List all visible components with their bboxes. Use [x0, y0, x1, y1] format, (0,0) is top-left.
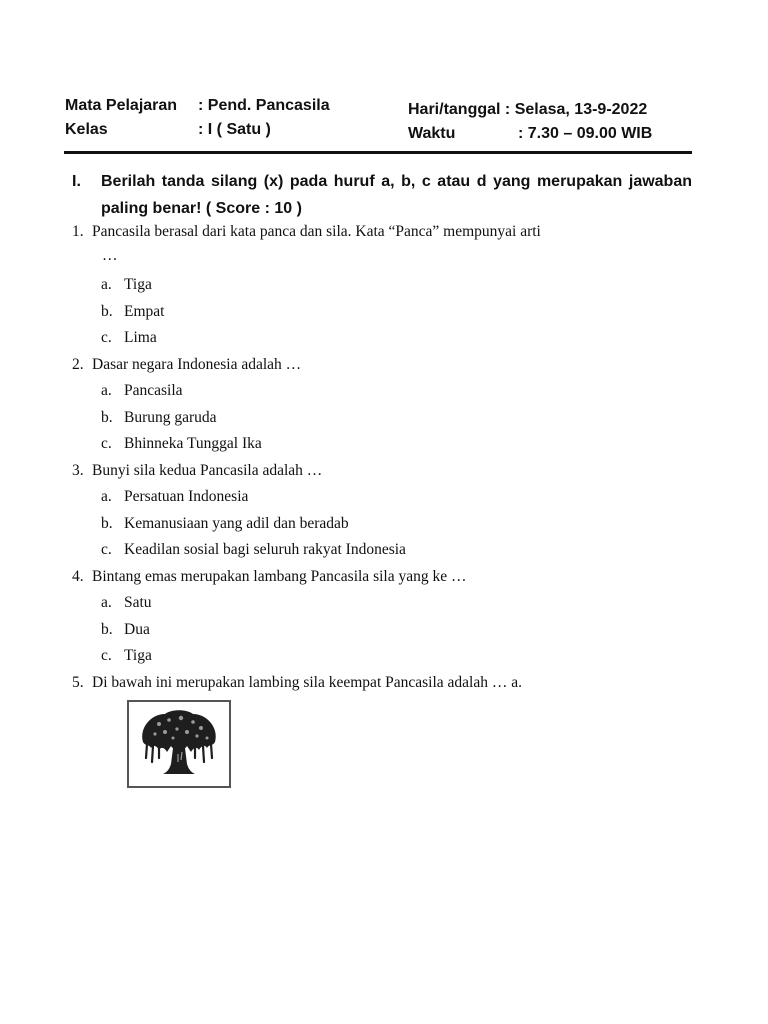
option-letter: b.: [101, 620, 113, 638]
option-letter: a.: [101, 276, 112, 293]
question-number: 3.: [72, 461, 84, 479]
header-divider: [64, 151, 692, 154]
option-letter: b.: [101, 408, 113, 426]
question-number: 4.: [72, 567, 84, 585]
exam-header-left: [65, 94, 385, 142]
question-text: Pancasila berasal dari kata panca dan sila. Kata “Panca” mempunyai arti: [92, 223, 541, 240]
subject-label: Mata Pelajaran: [65, 97, 178, 114]
option-4c[interactable]: [72, 643, 692, 670]
date-value: : Selasa, 13-9-2022: [504, 101, 648, 118]
banyan-tree-icon: [129, 702, 229, 786]
option-text: Persatuan Indonesia: [124, 488, 249, 505]
ellipsis: …: [102, 246, 118, 264]
question-text: Bunyi sila kedua Pancasila adalah …: [92, 461, 323, 479]
option-1c[interactable]: [72, 325, 692, 352]
date-label: Hari/tanggal: [408, 101, 501, 118]
question-5: [72, 670, 692, 697]
option-2c[interactable]: [72, 431, 692, 458]
option-text: Keadilan sosial bagi seluruh rakyat Indonesia: [124, 541, 406, 558]
question-continuation: [72, 246, 692, 273]
option-text: Lima: [124, 329, 157, 346]
option-letter: b.: [101, 302, 113, 320]
exam-header-right: [408, 98, 708, 146]
option-2a[interactable]: [72, 378, 692, 405]
option-letter: c.: [101, 435, 112, 452]
instruction-text: Berilah tanda silang (x) pada huruf a, b, c atau d yang merupakan jawaban paling benar! ( Score : 10 ): [101, 173, 692, 217]
section-number: I.: [72, 173, 81, 190]
question-4: [72, 564, 692, 591]
option-text: Bhinneka Tunggal Ika: [124, 435, 262, 452]
option-1a[interactable]: [72, 272, 692, 299]
class-row: [65, 118, 385, 142]
option-text: Empat: [124, 302, 165, 320]
date-row: [408, 98, 708, 122]
question-text: Dasar negara Indonesia adalah …: [92, 355, 302, 373]
option-4b[interactable]: [72, 617, 692, 644]
section-instruction: [72, 168, 692, 222]
class-value: : I ( Satu ): [198, 121, 271, 138]
time-value: : 7.30 – 09.00 WIB: [518, 125, 653, 142]
time-label: Waktu: [408, 125, 456, 142]
question-1: [72, 219, 692, 246]
class-label: Kelas: [65, 121, 108, 138]
option-text: Pancasila: [124, 382, 183, 399]
question-3: [72, 458, 692, 485]
subject-row: [65, 94, 385, 118]
question-number: 2.: [72, 355, 84, 373]
option-letter: b.: [101, 514, 113, 532]
option-letter: c.: [101, 541, 112, 558]
question-text: Di bawah ini merupakan lambing sila keempat Pancasila adalah … a.: [92, 673, 522, 691]
question-number: 5.: [72, 673, 84, 691]
option-text: Satu: [124, 594, 152, 611]
option-letter: a.: [101, 488, 112, 505]
option-text: Dua: [124, 620, 150, 638]
option-letter: c.: [101, 647, 112, 664]
option-1b[interactable]: [72, 299, 692, 326]
question-list: [72, 219, 692, 696]
subject-value: : Pend. Pancasila: [198, 97, 330, 114]
option-3a[interactable]: [72, 484, 692, 511]
option-letter: c.: [101, 329, 112, 346]
option-letter: a.: [101, 594, 112, 611]
question-2: [72, 352, 692, 379]
question-number: 1.: [72, 223, 84, 240]
option-text: Burung garuda: [124, 408, 217, 426]
option-text: Tiga: [124, 647, 152, 664]
option-3c[interactable]: [72, 537, 692, 564]
figure-box[interactable]: [127, 700, 231, 788]
option-text: Tiga: [124, 276, 152, 293]
option-3b[interactable]: [72, 511, 692, 538]
question-text: Bintang emas merupakan lambang Pancasila sila yang ke …: [92, 567, 467, 585]
option-2b[interactable]: [72, 405, 692, 432]
option-letter: a.: [101, 382, 112, 399]
time-row: [408, 122, 708, 146]
option-4a[interactable]: [72, 590, 692, 617]
option-text: Kemanusiaan yang adil dan beradab: [124, 514, 349, 532]
